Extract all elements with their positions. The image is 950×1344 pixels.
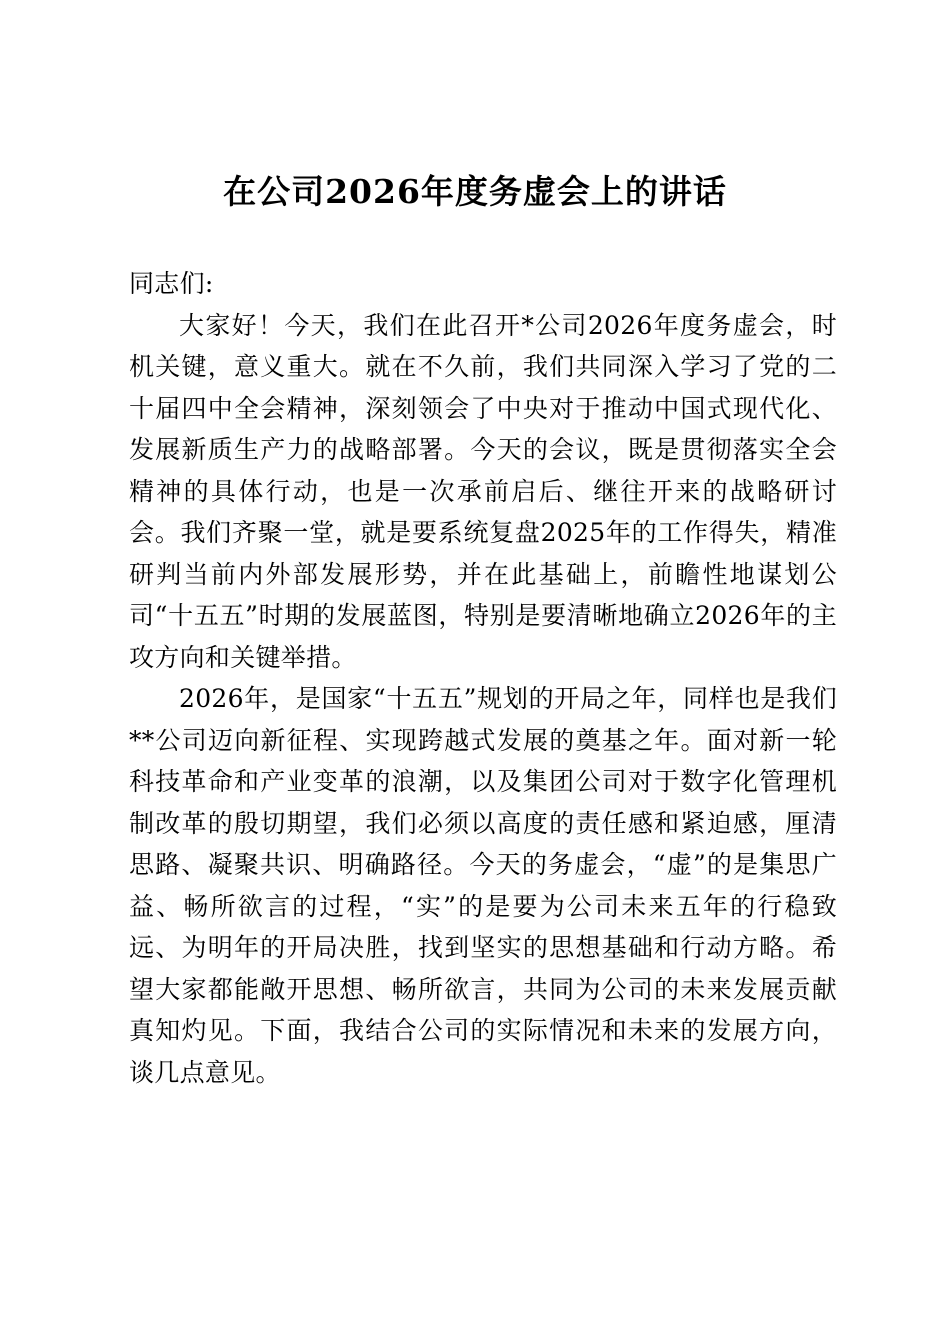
paragraph-2026: 2026年，是国家“十五五”规划的开局之年，同样也是我们**公司迈向新征程、实现跨越式发展的奠基之年。面对新一轮科技革命和产业变革的浪潮，以及集团公司对于数字化管理机制改革的殷切期望，我们必须以高度的责任感和紧迫感，厘清思路、凝聚共识、明确路径。今天的务虚会，“虚”的是集思广益、畅所欲言的过程，“实”的是要为公司未来五年的行稳致远、为明年的开局决胜，找到坚实的思想基础和行动方略。希望大家都能敞开思想、畅所欲言，共同为公司的未来发展贡献真知灼见。下面，我结合公司的实际情况和未来的发展方向，谈几点意见。 bbox=[129, 684, 837, 1087]
document-title: 在公司2026年度务虚会上的讲话 bbox=[223, 172, 727, 211]
document-body bbox=[129, 263, 837, 1093]
paragraph-opening: 大家好！今天，我们在此召开*公司2026年度务虚会，时机关键，意义重大。就在不久前，我们共同深入学习了党的二十届四中全会精神，深刻领会了中央对于推动中国式现代化、发展新质生产力的战略部署。今天的会议，既是贯彻落实全会精神的具体行动，也是一次承前启后、继往开来的战略研讨会。我们齐聚一堂，就是要系统复盘2025年的工作得失，精准研判当前内外部发展形势，并在此基础上，前瞻性地谋划公司“十五五”时期的发展蓝图，特别是要清晰地确立2026年的主攻方向和关键举措。 bbox=[129, 310, 837, 672]
salutation: 同志们: bbox=[129, 269, 214, 298]
